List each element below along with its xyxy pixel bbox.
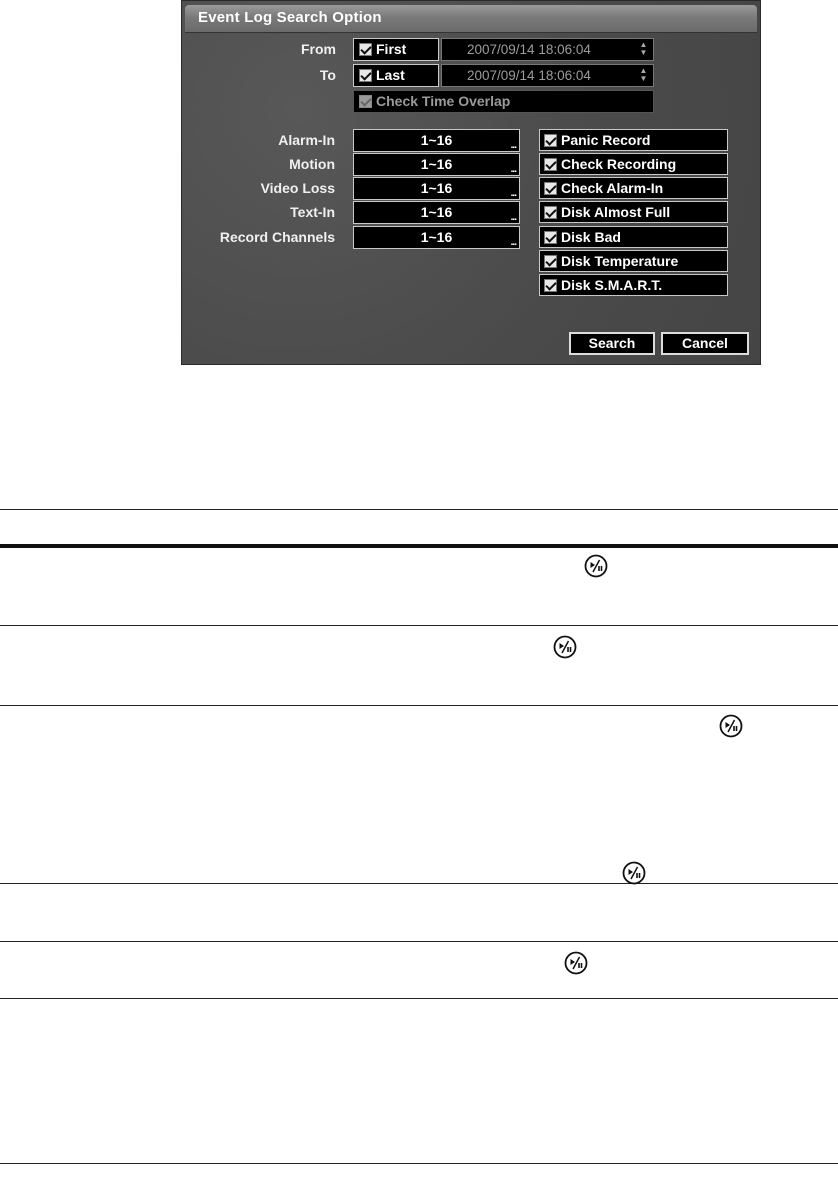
from-datetime-field[interactable]: 2007/09/14 18:06:04 ▲ ▼	[441, 38, 654, 61]
more-options-icon: ...	[510, 164, 516, 175]
table-top-rule	[0, 509, 838, 510]
table-row-divider	[0, 883, 838, 884]
play-pause-icon	[584, 554, 608, 578]
checkbox-checked-icon	[544, 158, 557, 171]
text-in-channel-select[interactable]: 1~16 ...	[353, 201, 520, 224]
record-channels-select[interactable]: 1~16 ...	[353, 226, 520, 249]
play-pause-icon	[564, 951, 588, 975]
checkbox-checked-icon	[544, 206, 557, 219]
more-options-icon: ...	[510, 140, 516, 151]
from-label: From	[301, 41, 336, 57]
more-options-icon: ...	[510, 188, 516, 199]
checkbox-checked-icon	[359, 69, 372, 82]
checkbox-checked-icon	[544, 134, 557, 147]
record-channels-label: Record Channels	[219, 229, 335, 245]
to-last-checkbox[interactable]: Last	[353, 64, 439, 87]
check-alarm-in-checkbox[interactable]: Check Alarm-In	[539, 177, 728, 199]
video-loss-label: Video Loss	[260, 180, 335, 196]
table-row-divider	[0, 705, 838, 706]
table-row-divider	[0, 625, 838, 626]
cancel-button[interactable]: Cancel	[661, 332, 749, 355]
motion-channel-select[interactable]: 1~16 ...	[353, 153, 520, 176]
disk-bad-checkbox[interactable]: Disk Bad	[539, 226, 728, 248]
alarm-in-label: Alarm-In	[278, 132, 335, 148]
check-recording-checkbox[interactable]: Check Recording	[539, 153, 728, 175]
event-log-search-dialog	[181, 0, 761, 365]
text-in-label: Text-In	[290, 204, 335, 220]
checkbox-checked-icon	[359, 43, 372, 56]
table-header-rule	[0, 544, 838, 548]
checkbox-checked-icon	[544, 279, 557, 292]
to-label: To	[319, 67, 336, 83]
dialog-title: Event Log Search Option	[198, 9, 382, 26]
disk-smart-checkbox[interactable]: Disk S.M.A.R.T.	[539, 274, 728, 296]
checkbox-checked-icon	[544, 231, 557, 244]
check-time-overlap-checkbox[interactable]: Check Time Overlap	[353, 90, 654, 113]
play-pause-icon	[622, 861, 646, 885]
table-row-divider	[0, 998, 838, 999]
dialog-title-bar	[185, 5, 757, 33]
more-options-icon: ...	[510, 212, 516, 223]
video-loss-channel-select[interactable]: 1~16 ...	[353, 177, 520, 200]
table-bottom-rule	[0, 1163, 838, 1164]
from-first-checkbox[interactable]: First	[353, 38, 439, 61]
more-options-icon: ...	[510, 237, 516, 248]
panic-record-checkbox[interactable]: Panic Record	[539, 129, 728, 151]
play-pause-icon	[719, 714, 743, 738]
to-datetime-field[interactable]: 2007/09/14 18:06:04 ▲ ▼	[441, 64, 654, 87]
checkbox-checked-icon	[544, 255, 557, 268]
alarm-in-channel-select[interactable]: 1~16 ...	[353, 129, 520, 152]
play-pause-icon	[553, 635, 577, 659]
motion-label: Motion	[289, 156, 335, 172]
spinner-up-down-icon[interactable]: ▲ ▼	[639, 40, 648, 57]
spinner-up-down-icon[interactable]: ▲ ▼	[639, 66, 648, 83]
disk-temperature-checkbox[interactable]: Disk Temperature	[539, 250, 728, 272]
checkbox-checked-icon	[544, 182, 557, 195]
disk-almost-full-checkbox[interactable]: Disk Almost Full	[539, 201, 728, 223]
search-button[interactable]: Search	[569, 332, 655, 355]
table-row-divider	[0, 941, 838, 942]
checkbox-checked-icon	[359, 95, 372, 108]
